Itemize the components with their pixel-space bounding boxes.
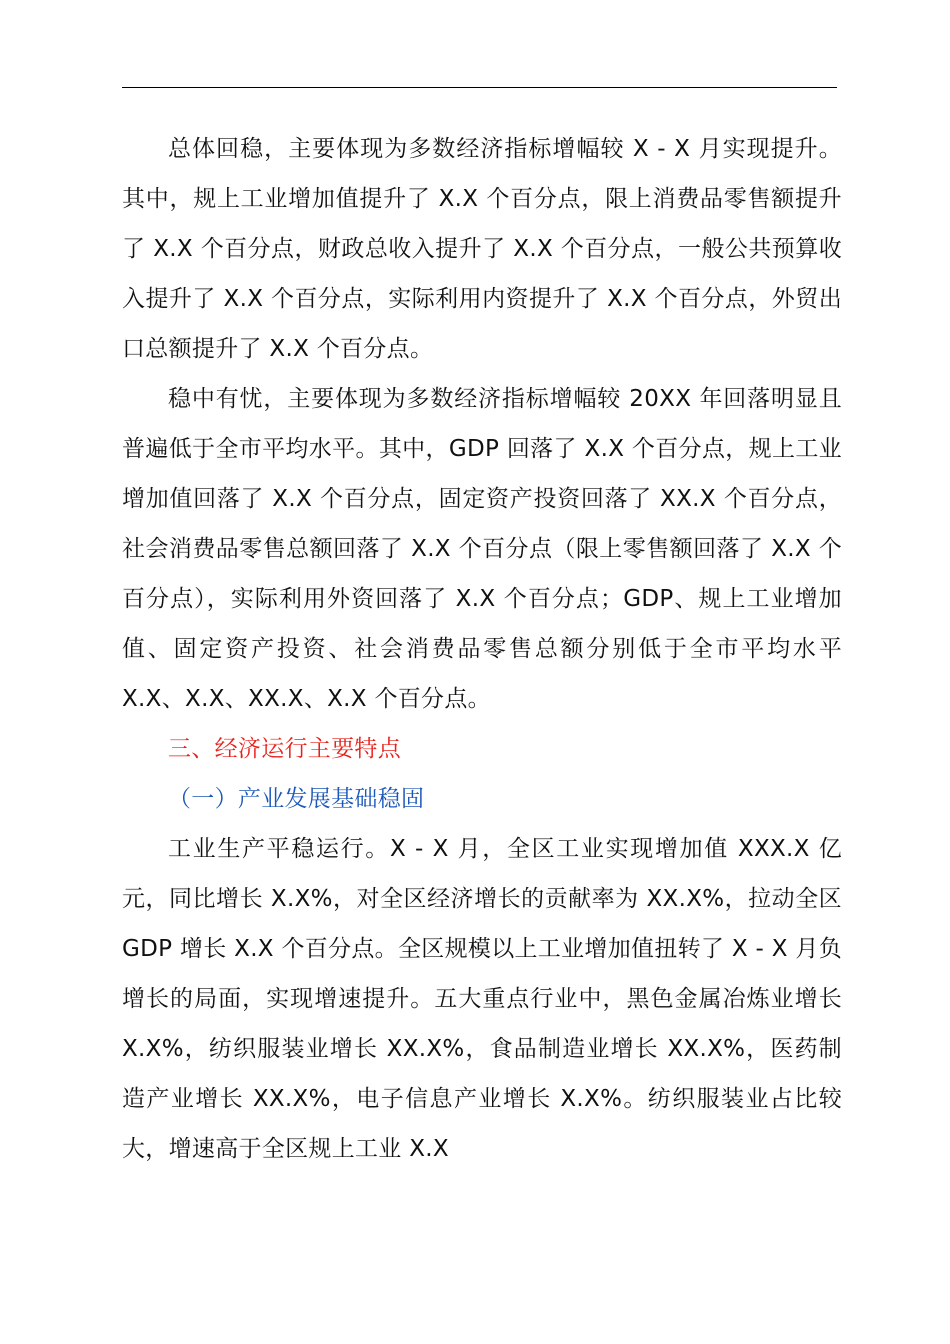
paragraph-industrial-production: 工业生产平稳运行。X - X 月，全区工业实现增加值 XXX.X 亿元，同比增长 X.X%，对全区经济增长的贡献率为 XX.X%，拉动全区 GDP 增长 X.X 个百分点。全区规模以上工业增加值扭转了 X - X 月负增长的局面，实现增速提升。五大重点行业中，黑色金属冶炼业增长 X.X%，纺织服装业增长 XX.X%，食品制造业增长 XX.X%，医药制造产业增长 XX.X%，电子信息产业增长 X.X%。纺织服装业占比较大，增速高于全区规上工业 X.X [122, 836, 842, 1162]
header-rule [122, 87, 837, 88]
subsection-heading-industry-foundation: （一）产业发展基础稳固 [168, 786, 425, 812]
paragraph-stable-with-concerns: 稳中有忧，主要体现为多数经济指标增幅较 20XX 年回落明显且普遍低于全市平均水平。其中，GDP 回落了 X.X 个百分点，规上工业增加值回落了 X.X 个百分点，固定资产投资回落了 XX.X 个百分点，社会消费品零售总额回落了 X.X 个百分点（限上零售额回落了 X.X 个百分点），实际利用外资回落了 X.X 个百分点；GDP、规上工业增加值、固定资产投资、社会消费品零售总额分别低于全市平均水平 X.X、X.X、XX.X、X.X 个百分点。 [122, 386, 842, 712]
paragraph-overall-recovery: 总体回稳，主要体现为多数经济指标增幅较 X - X 月实现提升。其中，规上工业增加值提升了 X.X 个百分点，限上消费品零售额提升了 X.X 个百分点，财政总收入提升了 X.X 个百分点，一般公共预算收入提升了 X.X 个百分点，实际利用内资提升了 X.X 个百分点，外贸出口总额提升了 X.X 个百分点。 [122, 136, 842, 362]
document-body [122, 124, 842, 1174]
section-heading-main-features: 三、经济运行主要特点 [168, 736, 401, 762]
